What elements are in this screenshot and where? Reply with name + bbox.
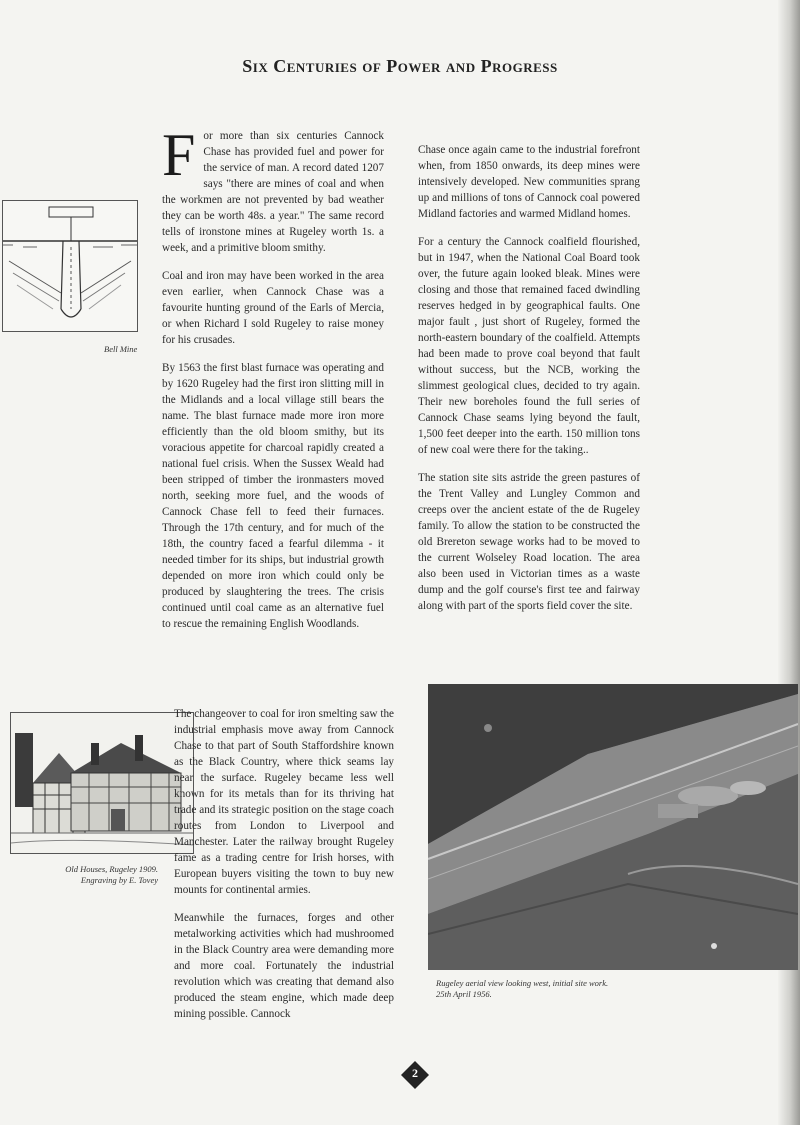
page-number-badge (400, 1060, 430, 1090)
old-houses-drawing (11, 713, 193, 853)
aerial-caption-line1: Rugeley aerial view looking west, initial site work. (436, 978, 609, 988)
bell-mine-illustration (2, 200, 138, 332)
aerial-photograph (428, 684, 798, 970)
intro-text: or more than six centuries Cannock Chase has provided fuel and power for the service of man. A record dated 1207 says "there are mines of coal and when the workmen are not prevented by bad weather they can be worth 48s. a year." The same record tells of ironstone mines at Rugeley worth 1s. a week, and a primitive bloom smithy. (162, 130, 384, 254)
bell-mine-caption: Bell Mine (104, 344, 138, 354)
intro-paragraph (162, 122, 384, 256)
old-houses-caption-line2: Engraving by E. Tovey (80, 875, 158, 885)
aerial-caption-line2: 25th April 1956. (436, 989, 492, 999)
page-number: 2 (412, 1066, 418, 1080)
column-left (162, 122, 384, 644)
old-houses-engraving (10, 712, 194, 854)
paragraph-station-site: The station site sits astride the green pastures of the Trent Valley and Lungley Common and creeps over the ancient estate of the de Rugeley family. To allow the station to be constructed the old Brereton sewage works had to be moved to the current Wolseley Road location. The area also been used in Victorian times as a waste dump and the golf course's first tee and fairway along with part of the sports field cover the site. (418, 472, 640, 612)
paragraph-changeover: The changeover to coal for iron smelting saw the industrial emphasis move away from Cannock Chase to that part of South Staffordshire known as the Black Country, where thick seams lay near the surface. Rugeley became less well known for its metals than for its thriving hat trade and its strategic position on the stage coach routes from London to Liverpool and Manchester. Later the railway brought Rugeley fame as a trading centre for Irish horses, with European buyers visiting the town to buy new mounts for continental armies. (174, 708, 394, 896)
paragraph-1850-development: Chase once again came to the industrial forefront when, from 1850 onwards, its deep mines were intensively developed. New communities sprang up and millions of tons of Cannock coal powered Midland factories and warmed Midland homes. (418, 144, 640, 220)
aerial-photo-caption (436, 978, 736, 1000)
drop-cap: F (162, 122, 196, 188)
paragraph-steam-engine: Meanwhile the furnaces, forges and other metalworking activities which had mushroomed in the Black Country area were demanding more and more coal. Fortunately the industrial revolution which was creating that demand also produced the steam engine, which made deep mining possible. Cannock (174, 912, 394, 1020)
paragraph-coalfield-1947: For a century the Cannock coalfield flourished, but in 1947, when the National Coal Board took over, the future again looked bleak. Mines were closing and those that remained faced dwindling reserves hedged in by geographical faults. One major fault , just short of Rugeley, formed the north-eastern boundary of the coalfield. Attempts had been made to prove coal beyond that fault without success, but the NCB, working the slimmest geological clues, decided to try again. Their new boreholes found the full series of Cannock Chase seams lying beyond the fault, 1,500 feet deeper into the earth. 150 million tons of new coal were there for the taking.. (418, 236, 640, 456)
aerial-photo-drawing (428, 684, 798, 970)
column-right (418, 142, 640, 626)
paragraph-mercia: Coal and iron may have been worked in the area even earlier, when Cannock Chase was a favourite hunting ground of the Earls of Mercia, or when Richard I sold Rugeley to raise money for his crusades. (162, 270, 384, 346)
old-houses-caption (58, 864, 158, 886)
old-houses-caption-line1: Old Houses, Rugeley 1909. (65, 864, 158, 874)
bell-mine-drawing (3, 201, 137, 331)
column-middle-lower (174, 706, 394, 1034)
page-title: Six Centuries of Power and Progress (242, 56, 558, 76)
paragraph-blast-furnace: By 1563 the first blast furnace was operating and by 1620 Rugeley had the first iron slitting mill in the Midlands and a local village still bears the name. The blast furnace made more iron more efficiently than the old bloom smithy, but its voracious appetite for charcoal rapidly created a national fuel crisis. When the Sussex Weald had been stripped of timber the ironmasters moved north, seeking more fuel, and the woods of Cannock Chase fell to feed their furnaces. Through the 17th century, and for much of the 18th, the country faced a fearful dilemma - it needed timber for its ships, but industrial growth depended on more iron which could only be produced by slaughtering the trees. The crisis continued until coal came as an alternative fuel to rescue the remaining English Woodlands. (162, 362, 384, 630)
